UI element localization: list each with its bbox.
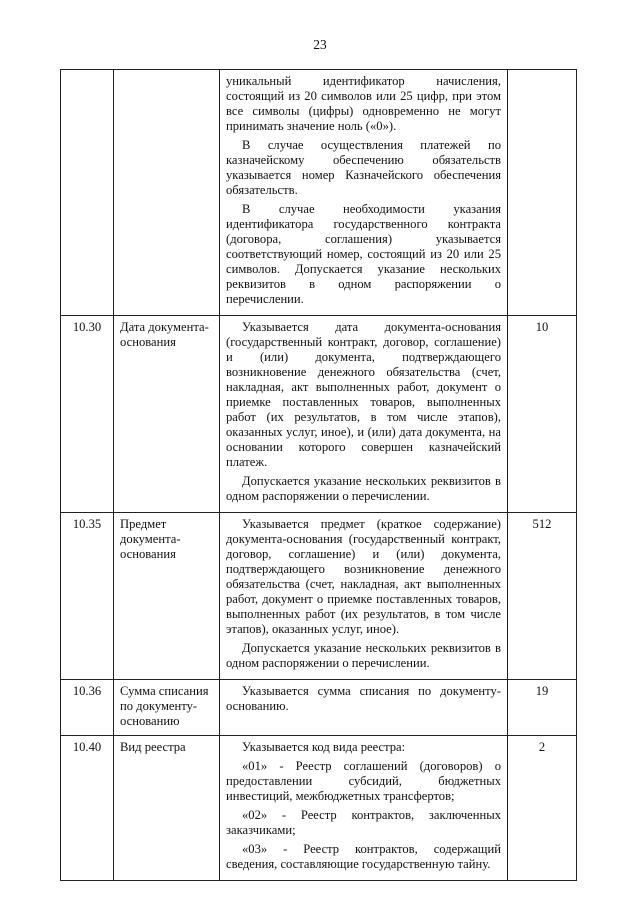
field-description [220, 680, 508, 736]
field-description [220, 316, 508, 513]
field-code: 10.35 [61, 513, 114, 680]
field-name: Предмет документа-основания [114, 513, 220, 680]
description-paragraph: Допускается указание нескольких реквизитов в одном распоряжении о перечислении. [226, 474, 501, 503]
description-paragraph: «02» - Реестр контрактов, заключенных заказчиками; [226, 808, 501, 837]
field-code: 10.40 [61, 736, 114, 881]
field-name: Дата документа-основания [114, 316, 220, 513]
description-paragraph: «01» - Реестр соглашений (договоров) о предоставлении субсидий, бюджетных инвестиций, межбюджетных трансфертов; [226, 759, 501, 803]
description-paragraph: Указывается код вида реестра: [242, 740, 406, 754]
description-paragraph: уникальный идентификатор начисления, состоящий из 20 символов или 25 цифр, при этом все символы (цифры) одновременно не могут принимать значение ноль («0»). [226, 74, 501, 133]
description-paragraph: Указывается сумма списания по документу-основанию. [226, 684, 501, 713]
field-name: Сумма списания по документу-основанию [114, 680, 220, 736]
field-length: 19 [508, 680, 577, 736]
field-description [220, 513, 508, 680]
description-paragraph: «03» - Реестр контрактов, содержащий сведения, составляющие государственную тайну. [226, 842, 501, 871]
table-row [61, 736, 577, 881]
field-description [220, 736, 508, 881]
field-length: 512 [508, 513, 577, 680]
requisites-table [60, 69, 577, 881]
field-description [220, 70, 508, 316]
description-paragraph: В случае осуществления платежей по казначейскому обеспечению обязательств указывается номер Казначейского обеспечения обязательств. [226, 138, 501, 197]
field-code: 10.30 [61, 316, 114, 513]
field-length: 10 [508, 316, 577, 513]
table-row [61, 680, 577, 736]
description-paragraph: Допускается указание нескольких реквизитов в одном распоряжении о перечислении. [226, 641, 501, 670]
description-paragraph: Указывается предмет (краткое содержание) документа-основания (государственный контракт, договор, соглашение) и (или) документа, подтверждающего возникновение денежного обязательства (счет, накладная, акт выполненных работ, документ о приемке поставленных товаров, выполненных работ (их результатов, в том числе этапов), оказанных услуг, иное). [226, 517, 501, 636]
table-row [61, 513, 577, 680]
field-code: 10.36 [61, 680, 114, 736]
field-code [61, 70, 114, 316]
table-row [61, 70, 577, 316]
field-name [114, 70, 220, 316]
field-length: 2 [508, 736, 577, 881]
page-number: 23 [313, 37, 327, 52]
description-paragraph: Указывается дата документа-основания (государственный контракт, договор, соглашение) и (или) документа, подтверждающего возникновение денежного обязательства (счет, накладная, акт выполненных работ, документ о приемке поставленных товаров, выполненных работ (их результатов, в том числе этапов), оказанных услуг, иное), и (или) дата документа, на основании которого совершен казначейский платеж. [226, 320, 501, 469]
description-paragraph: В случае необходимости указания идентификатора государственного контракта (договора, соглашения) указывается соответствующий номер, состоящий из 20 или 25 символов. Допускается указание нескольких реквизитов в одном распоряжении о перечислении. [226, 202, 501, 306]
table-row [61, 316, 577, 513]
field-length [508, 70, 577, 316]
field-name: Вид реестра [114, 736, 220, 881]
